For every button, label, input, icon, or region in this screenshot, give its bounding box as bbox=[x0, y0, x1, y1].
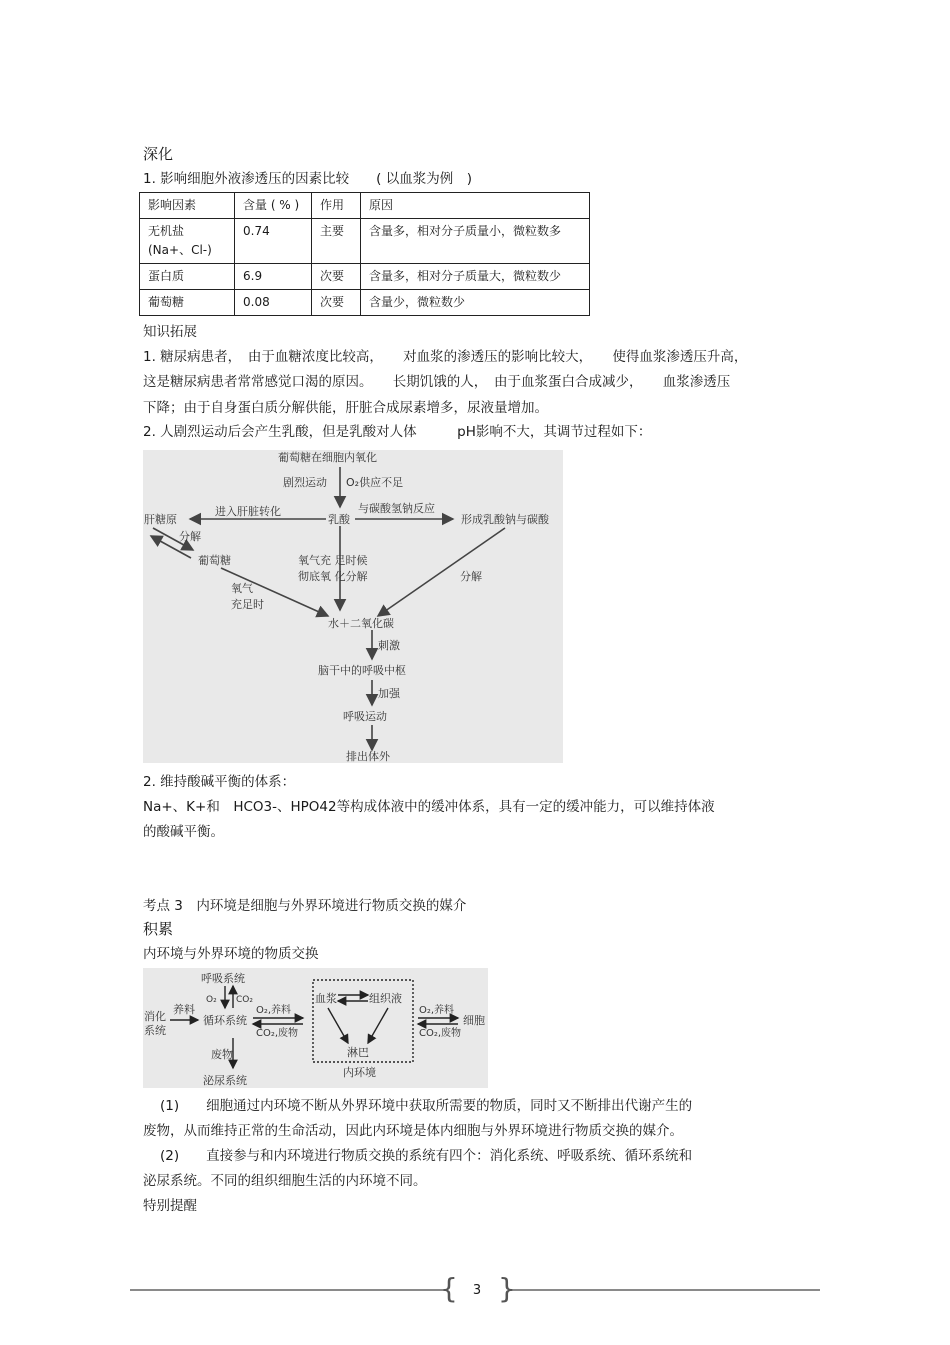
paragraph-2-line: 泌尿系统。不同的组织细胞生活的内环境不同。 bbox=[143, 1173, 427, 1189]
footer-rule-left bbox=[130, 1289, 448, 1291]
lactic-acid-diagram bbox=[143, 450, 563, 763]
diagram-label-o2-enough: 氧气充 足时候 bbox=[298, 554, 368, 567]
diagram2-label-o2-nutrients: O₂,养料 bbox=[256, 1005, 292, 1016]
footer-rule-right bbox=[510, 1289, 820, 1291]
exchange-diagram bbox=[143, 968, 488, 1088]
table-header-cell: 原因 bbox=[361, 193, 590, 219]
acid-base-line: Na+、K+和 HCO3-、HPO42等构成体液中的缓冲体系，具有一定的缓冲能力，可以维持体液 bbox=[143, 799, 715, 815]
item1-title: 1. 影响细胞外液渗透压的因素比较 ( 以血浆为例 ) bbox=[143, 171, 472, 187]
diagram2-label-co2: CO₂ bbox=[236, 995, 253, 1005]
table-cell-factor: 蛋白质 bbox=[140, 264, 235, 290]
extension-paragraph-line: 1. 糖尿病患者， 由于血糖浓度比较高， 对血浆的渗透压的影响比较大， 使得血浆渗透压升高， bbox=[143, 349, 748, 365]
table-cell-content: 0.08 bbox=[235, 290, 312, 316]
extension-paragraph-line: 下降；由于自身蛋白质分解供能，肝脏合成尿素增多，尿液量增加。 bbox=[143, 400, 548, 416]
diagram-label-full-oxidation: 彻底氧 化分解 bbox=[298, 570, 368, 583]
table-cell-content: 6.9 bbox=[235, 264, 312, 290]
acid-base-title: 2. 维持酸碱平衡的体系： bbox=[143, 774, 296, 790]
diagram-node-lactate-salt: 形成乳酸钠与碳酸 bbox=[461, 513, 549, 526]
table-header-cell: 含量 ( % ) bbox=[235, 193, 312, 219]
diagram2-label-co2-waste-right: CO₂,废物 bbox=[419, 1028, 462, 1039]
diagram-node-breathing: 呼吸运动 bbox=[343, 710, 387, 723]
section-heading-deepen: 深化 bbox=[143, 145, 174, 163]
extension-item2: 2. 人剧烈运动后会产生乳酸，但是乳酸对人体 pH影响不大，其调节过程如下： bbox=[143, 424, 652, 440]
diagram2-node-lymph: 淋巴 bbox=[347, 1046, 369, 1059]
diagram-label-oxygen: 氧气 bbox=[231, 582, 253, 595]
factor-sub: (Na+、Cl-) bbox=[148, 243, 212, 257]
table-row bbox=[140, 264, 590, 290]
diagram2-label-o2-nutrients-right: O₂,养料 bbox=[419, 1005, 455, 1016]
table-header-cell: 作用 bbox=[312, 193, 361, 219]
extension-heading: 知识拓展 bbox=[143, 324, 197, 340]
diagram-label-o2-short: O₂供应不足 bbox=[346, 476, 404, 489]
diagram-node-glucose: 葡萄糖 bbox=[198, 554, 231, 567]
diagram2-node-digestive-2: 系统 bbox=[144, 1024, 166, 1037]
diagram-node-brainstem: 脑干中的呼吸中枢 bbox=[318, 664, 406, 677]
kaodian3-title: 考点 3 内环境是细胞与外界环境进行物质交换的媒介 bbox=[143, 898, 467, 914]
special-reminder-heading: 特别提醒 bbox=[143, 1198, 197, 1214]
table-cell-factor bbox=[140, 219, 235, 264]
table-cell-factor: 葡萄糖 bbox=[140, 290, 235, 316]
diagram-label-when-enough: 充足时 bbox=[231, 598, 264, 611]
table-cell-role: 次要 bbox=[312, 264, 361, 290]
diagram-label-stimulate: 刺激 bbox=[378, 639, 400, 652]
diagram-node-glucose-oxidation: 葡萄糖在细胞内氧化 bbox=[278, 451, 377, 464]
diagram2-node-respiratory: 呼吸系统 bbox=[201, 972, 245, 985]
diagram-label-decompose-right: 分解 bbox=[460, 570, 482, 583]
diagram2-node-plasma: 血浆 bbox=[315, 992, 337, 1005]
factor-name: 无机盐 bbox=[148, 224, 185, 238]
table-cell-role: 主要 bbox=[312, 219, 361, 264]
diagram2-label-o2: O₂ bbox=[206, 995, 217, 1005]
diagram2-label-inner-env: 内环境 bbox=[343, 1066, 376, 1079]
paragraph-2-line: (2) 直接参与和内环境进行物质交换的系统有四个：消化系统、呼吸系统、循环系统和 bbox=[160, 1148, 693, 1164]
diagram2-node-digestive: 消化 bbox=[144, 1010, 166, 1023]
diagram2-node-circulatory: 循环系统 bbox=[203, 1014, 247, 1027]
table-cell-reason: 含量多，相对分子质量小，微粒数多 bbox=[361, 219, 590, 264]
page-number: 3 bbox=[472, 1283, 482, 1298]
extension-paragraph-line: 这是糖尿病患者常常感觉口渴的原因。 长期饥饿的人， 由于血浆蛋白合成减少， 血浆渗透压 bbox=[143, 374, 731, 390]
diagram2-label-co2-waste: CO₂,废物 bbox=[256, 1028, 299, 1039]
accumulate-heading: 积累 bbox=[143, 920, 174, 938]
table-cell-reason: 含量多，相对分子质量大，微粒数少 bbox=[361, 264, 590, 290]
diagram-node-glycogen: 肝糖原 bbox=[144, 513, 177, 526]
paragraph-1-line: (1) 细胞通过内环境不断从外界环境中获取所需要的物质，同时又不断排出代谢产生的 bbox=[160, 1098, 693, 1114]
table-cell-reason: 含量少，微粒数少 bbox=[361, 290, 590, 316]
diagram2-label-nutrients: 养料 bbox=[173, 1003, 195, 1016]
diagram-label-decompose: 分解 bbox=[179, 530, 201, 543]
diagram2-node-cell: 细胞 bbox=[463, 1014, 485, 1027]
exchange-diagram-svg bbox=[143, 968, 488, 1088]
osmotic-factor-table bbox=[139, 192, 590, 316]
lactic-acid-diagram-svg bbox=[143, 450, 563, 763]
diagram-label-strengthen: 加强 bbox=[378, 687, 400, 700]
table-row bbox=[140, 290, 590, 316]
table-cell-content: 0.74 bbox=[235, 219, 312, 264]
diagram2-label-waste: 废物 bbox=[211, 1048, 233, 1061]
diagram2-node-tissue-fluid: 组织液 bbox=[369, 992, 402, 1005]
diagram-node-excrete: 排出体外 bbox=[346, 750, 390, 763]
table-cell-role: 次要 bbox=[312, 290, 361, 316]
diagram2-node-urinary: 泌尿系统 bbox=[203, 1074, 247, 1087]
acid-base-line: 的酸碱平衡。 bbox=[143, 824, 224, 840]
diagram-label-to-liver: 进入肝脏转化 bbox=[215, 505, 281, 518]
diagram-node-water-co2: 水＋二氧化碳 bbox=[328, 617, 394, 630]
diagram-label-react: 与碳酸氢钠反应 bbox=[358, 502, 435, 515]
footer-brace-right-icon: } bbox=[498, 1272, 516, 1305]
table-header-cell: 影响因素 bbox=[140, 193, 235, 219]
diagram-label-exercise: 剧烈运动 bbox=[283, 476, 327, 489]
paragraph-1-line: 废物，从而维持正常的生命活动，因此内环境是体内细胞与外界环境进行物质交换的媒介。 bbox=[143, 1123, 683, 1139]
table-row bbox=[140, 219, 590, 264]
diagram-node-lactic-acid: 乳酸 bbox=[328, 513, 350, 526]
exchange-title: 内环境与外界环境的物质交换 bbox=[143, 946, 319, 962]
table-header-row bbox=[140, 193, 590, 219]
footer-brace-left-icon: { bbox=[440, 1272, 458, 1305]
